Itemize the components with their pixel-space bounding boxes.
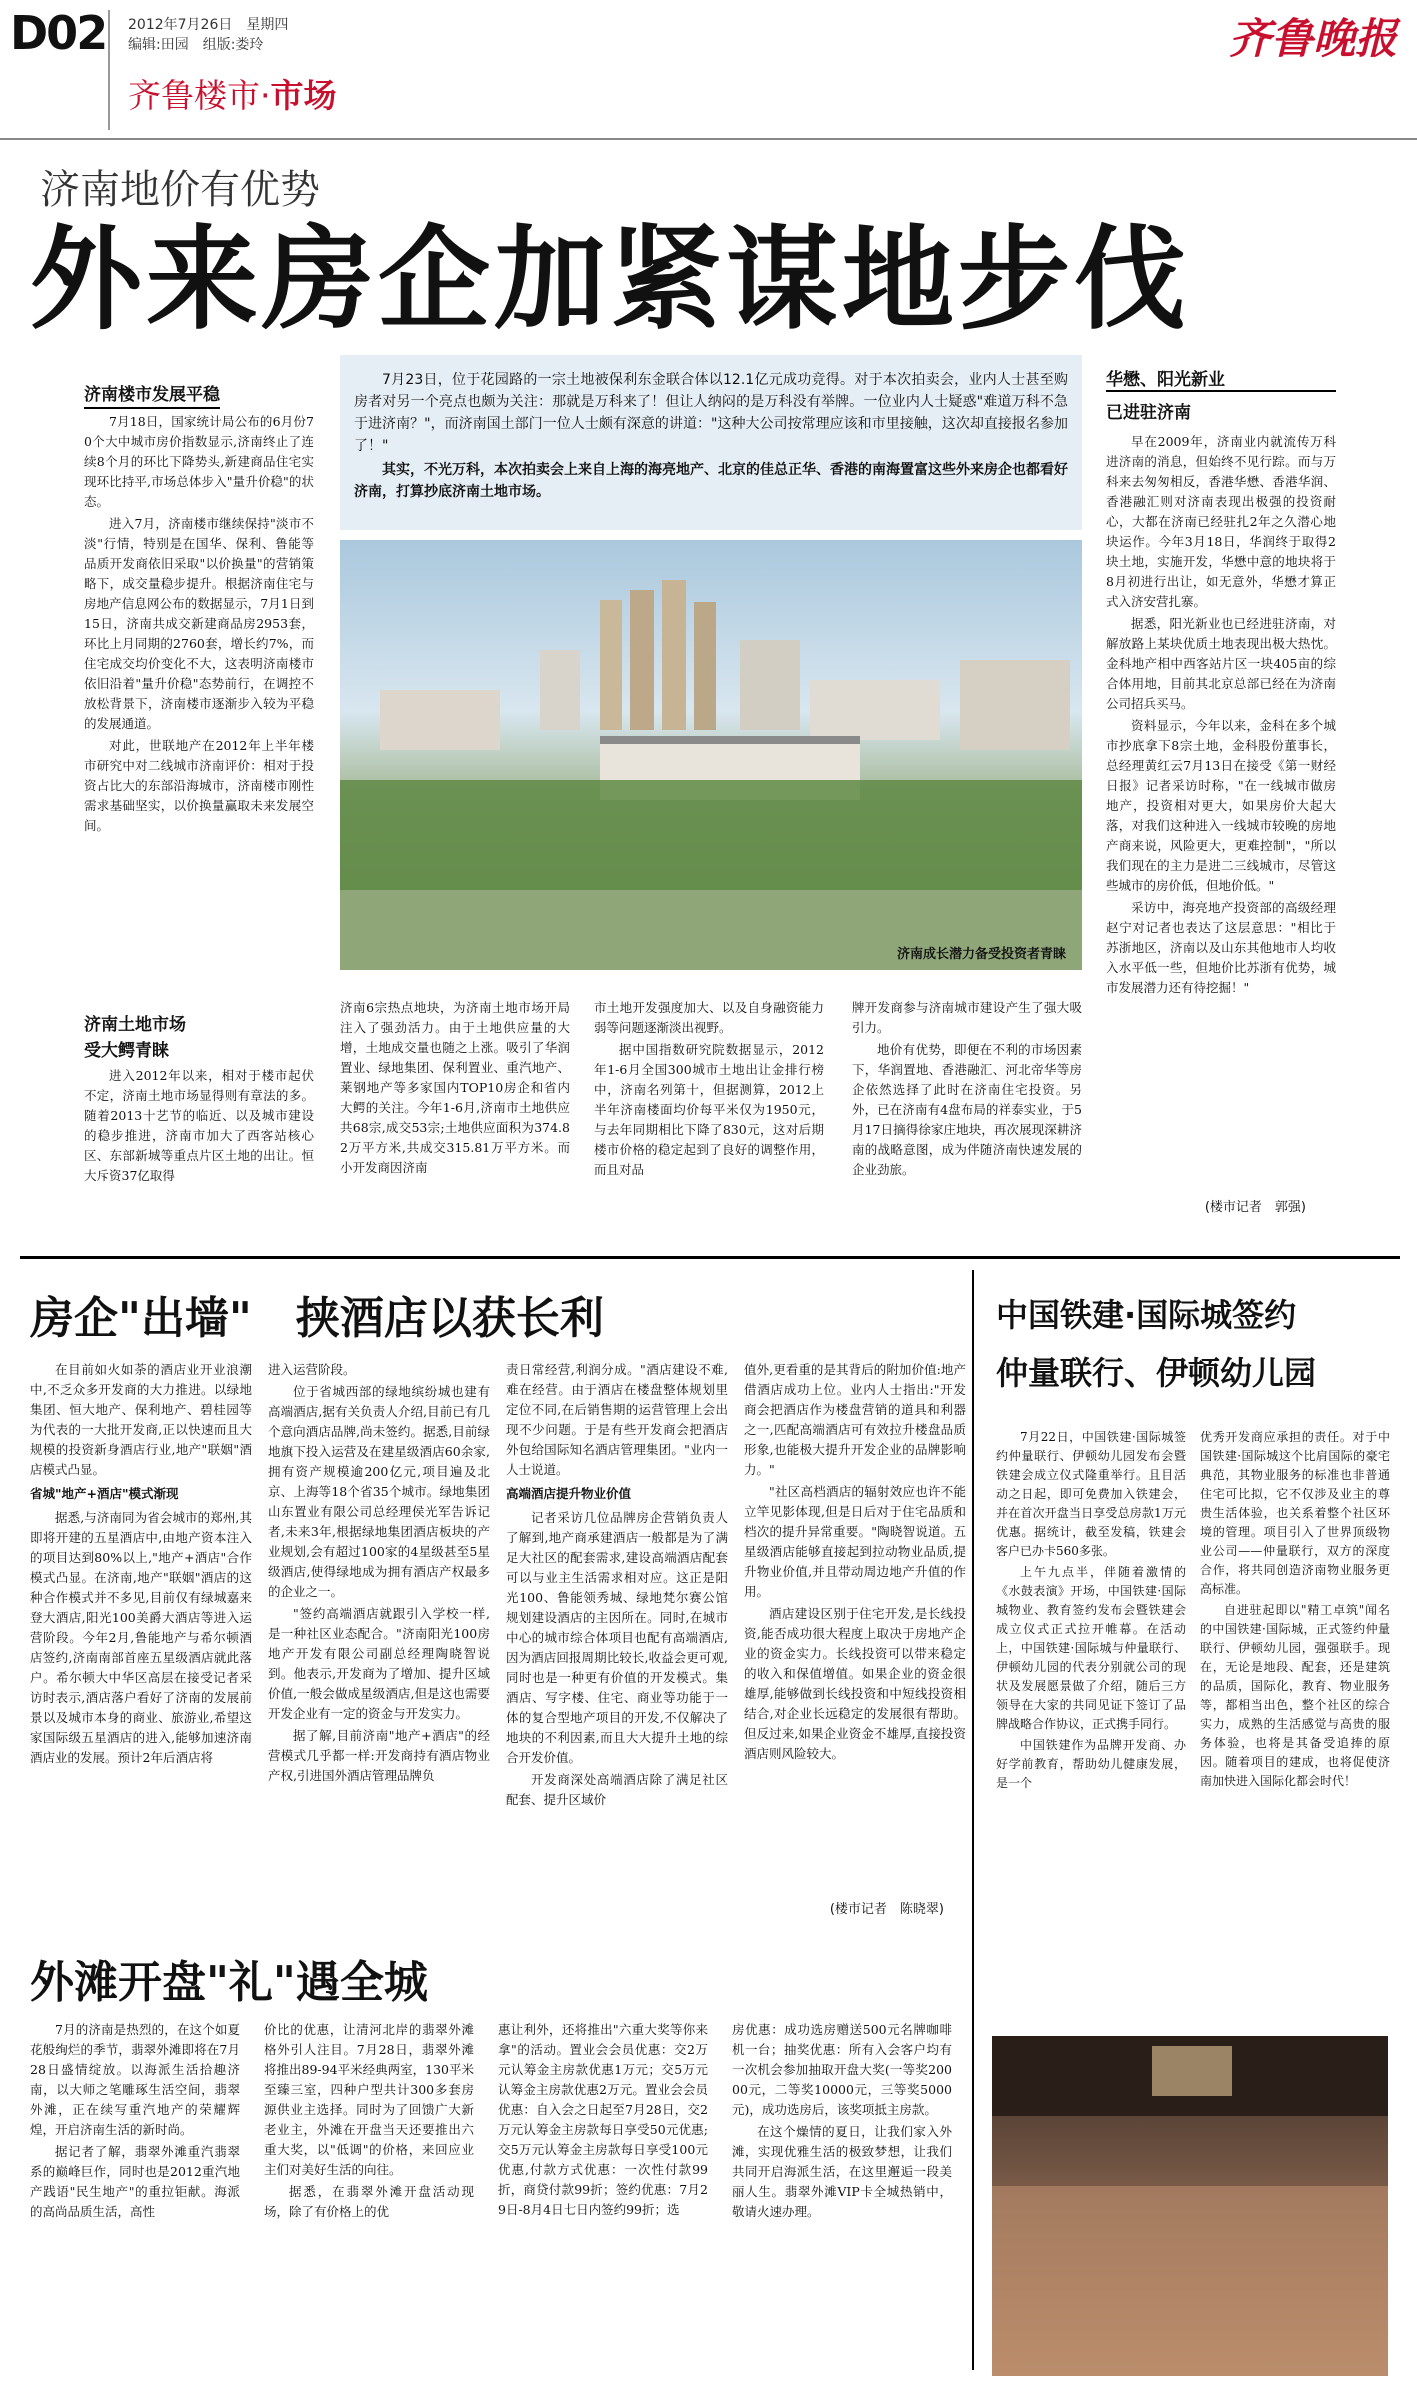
section-title-a: 齐鲁楼市 bbox=[128, 76, 260, 115]
paragraph: "社区高档酒店的辐射效应也许不能立竿见影体现,但是日后对于住宅品质和档次的提升异常重要。"陶晓智说道。五星级酒店能够直接起到拉动物业品质,提升物业价值,并且带动周边地产升值的作用。 bbox=[744, 1484, 966, 1599]
paragraph: 据悉,与济南同为省会城市的郑州,其即将开建的五星酒店中,由地产资本注入的项目达到80%以上,"地产+酒店"合作模式凸显。在济南,地产"联姻"酒店的这种合作模式并不多见,目前仅有绿城嘉来登大酒店,阳光100美爵大酒店等进入运营阶段。今年2月,鲁能地产与希尔顿酒店签约,济南南部首座五星级酒店就此落户。希尔顿大中华区高层在接受记者采访时表示,酒店落户看好了济南的发展前景以及城市本身的商业、旅游业,希望这家国际级五星酒店的进入,能够加速济南酒店业的发展。预计2年后酒店将 bbox=[30, 1510, 252, 1765]
paragraph: 采访中，海亮地产投资部的高级经理赵宁对记者也表达了这层意思："相比于苏浙地区，济南以及山东其他地市人均收入水平低一些，但地价比苏浙有优势，城市发展潜力还有待挖掘！" bbox=[1106, 900, 1336, 995]
lead-intro-box bbox=[340, 355, 1082, 530]
building bbox=[600, 600, 622, 730]
building bbox=[740, 640, 800, 730]
photo-caption: 济南成长潜力备受投资者青睐 bbox=[896, 947, 1066, 962]
paragraph: 酒店建设区别于住宅开发,是长线投资,能否成功很大程度上取决于房地产企业的资金实力。长线投资可以带来稳定的收入和保值增值。如果企业的资金很雄厚,能够做到长线投资和中短线投资相结合,对企业长远稳定的发展很有帮助。但反过来,如果企业资金不雄厚,直接投资酒店则风险较大。 bbox=[744, 1606, 966, 1761]
paragraph: 在目前如火如荼的酒店业开业浪潮中,不乏众多开发商的大力推进。以绿地集团、恒大地产、保利地产、碧桂园等为代表的一大批开发商,正以快速而且大规模的投资新身酒店行业,地产"联姻"酒店模式凸显。 bbox=[30, 1362, 252, 1477]
hotel-byline: (楼市记者 陈晓翠) bbox=[829, 1902, 944, 1917]
section-dot: · bbox=[260, 76, 271, 115]
paragraph: 对此，世联地产在2012年上半年楼市研究中对二线城市济南评价：相对于投资占比大的东部沿海城市，济南楼市刚性需求基础坚实，以价换量赢取未来发展空间。 bbox=[84, 738, 314, 833]
building bbox=[960, 660, 1070, 750]
header-rule bbox=[0, 138, 1417, 140]
subheading: 省城"地产+酒店"模式渐现 bbox=[30, 1486, 179, 1501]
paragraph: 据中国指数研究院数据显示，2012年1-6月全国300城市土地出让金排行榜中，济南名列第十，但据测算，2012上半年济南楼面均价每平米仅为1950元，与去年同期相比下降了830元，这对后期楼市价格的稳定起到了良好的调整作用，而且对品 bbox=[594, 1042, 824, 1177]
sidebar-subheading-land: 受大鳄青睐 bbox=[84, 1041, 169, 1061]
paragraph: 据了解,目前济南"地产+酒店"的经营模式几乎都一样:开发商持有酒店物业产权,引进国外酒店管理品牌负 bbox=[268, 1728, 490, 1783]
building bbox=[694, 602, 716, 730]
masthead-divider bbox=[108, 10, 110, 130]
bund-column-1 bbox=[30, 2020, 240, 2370]
column-divider bbox=[972, 1270, 974, 2370]
page-number: D02 bbox=[10, 6, 107, 60]
building bbox=[380, 690, 500, 750]
paragraph: 价比的优惠，让清河北岸的翡翠外滩格外引人注目。7月28日，翡翠外滩将推出89-94平米经典两室，130平米至臻三室，四种户型共计300多套房源供业主选择。同时为了回馈广大新老业主，外滩在开盘当天还要推出六重大奖，以"低调"的价格，来回应业主们对美好生活的向往。 bbox=[264, 2022, 474, 2177]
trees bbox=[340, 780, 1082, 890]
paragraph: 7月18日，国家统计局公布的6月份70个大中城市房价指数显示,济南终止了连续8个月的环比下降势头,新建商品住宅实现环比持平,市场总体步入"量升价稳"的状态。 bbox=[84, 414, 314, 509]
section-title-b: 市场 bbox=[270, 76, 337, 115]
building bbox=[810, 680, 940, 740]
lead-photo bbox=[340, 540, 1082, 970]
sidebar-heading-entrants: 华懋、阳光新业 bbox=[1106, 370, 1225, 390]
paragraph: 自进驻起即以"精工卓筑"闻名的中国铁建·国际城，正式签约仲量联行、伊顿幼儿园，强强联手。现在，无论是地段、配套，还是建筑的品质，国际化，教育、物业服务等，都相当出色，整个社区的综合实力，成熟的生活感觉与高贵的服务体验，也将是其备受追捧的原因。随着项目的建成，也将促使济南加快进入国际化都会时代！ bbox=[1200, 1603, 1390, 1788]
sidebar-market-body bbox=[84, 412, 314, 1002]
paragraph: 责日常经营,利润分成。"酒店建设不难,难在经营。由于酒店在楼盘整体规划里定位不同,在后销售期的运营管理上会出现不少问题。于是有些开发商会把酒店外包给国际知名酒店管理集团。"业内一人士说道。 bbox=[506, 1362, 728, 1477]
paragraph: 地价有优势，即便在不利的市场因素下，华润置地、香港融汇、河北帝华等房企依然选择了此时在济南住宅投资。另外，已在济南有4盘布局的祥泰实业，于5月17日摘得徐家庄地块，再次展现深耕济南的战略意图，成为伴随济南快速发展的企业劲旅。 bbox=[852, 1042, 1082, 1177]
audience-illustration bbox=[992, 2036, 1388, 2376]
paragraph: 据悉，在翡翠外滩开盘活动现场，除了有价格上的优 bbox=[264, 2184, 474, 2219]
paragraph: 资料显示，今年以来，金科在多个城市抄底拿下8宗土地，金科股份董事长，总经理黄红云7月13日在接受《第一财经日报》记者采访时称，"在一线城市做房地产，投资相对更大，如果房价大起大落，对我们这种进入一线城市较晚的房地产商来说，风险更大，更难控制"，"所以我们现在的主力是进二三线城市，尽管这些城市的房价低，但地价低。" bbox=[1106, 718, 1336, 893]
sidebar-heading-market: 济南楼市发展平稳 bbox=[84, 380, 220, 409]
subheading: 高端酒店提升物业价值 bbox=[506, 1486, 632, 1501]
paragraph: 市土地开发强度加大、以及自身融资能力弱等问题逐渐淡出视野。 bbox=[594, 1000, 824, 1035]
paragraph: 早在2009年，济南业内就流传万科进济南的消息，但始终不见行踪。而与万科来去匆匆相反，香港华懋、香港华润、香港融汇则对济南表现出极强的投资耐心，大都在济南已经驻扎2年之久潜心地块运作。今年3月18日，华润终于取得2块土地，实施开发，华懋中意的地块将于8月初进行出让，如无意外，华懋才算正式入济安营扎寨。 bbox=[1106, 434, 1336, 609]
paragraph: 据悉，阳光新业也已经进驻济南，对解放路上某块优质土地表现出极大热忱。金科地产相中西客站片区一块405亩的综合体用地，目前其北京总部已经在为济南公司招兵买马。 bbox=[1106, 616, 1336, 711]
bund-column-2 bbox=[264, 2020, 474, 2370]
paragraph: 惠让利外，还将推出"六重大奖等你来拿"的活动。置业会会员优惠：交2万元认筹金主房款优惠1万元；交5万元认筹金主房款优惠2万元。置业会会员优惠：自入会之日起至7月28日，交2万元认筹金主房款每日享受50元优惠;交5万元认筹金主房款每日享受100元优惠,付款方式优惠：一次性付款99折，商贷付款99折；签约优惠：7月29日-8月4日七日内签约99折；选 bbox=[498, 2022, 708, 2217]
building bbox=[540, 650, 580, 730]
lead-byline: (楼市记者 郭强) bbox=[1204, 1200, 1306, 1215]
stage-light bbox=[1152, 2046, 1232, 2096]
issue-date: 2012年7月26日 星期四 bbox=[128, 17, 289, 33]
crcc-column-2 bbox=[1200, 1428, 1390, 2018]
paragraph: 位于省城西部的绿地缤纷城也建有高端酒店,据有关负责人介绍,目前已有几个意向酒店品牌,尚未签约。据悉,目前绿地旗下投入运营及在建星级酒店60余家,拥有资产规模逾200亿元,项目遍及北京、上海等18个省35个城市。绿地集团山东置业有限公司总经理侯光军告诉记者,未来3年,根据绿地集团酒店板块的产业规划,会有超过100家的4星级甚至5星级酒店,使得绿地成为拥有酒店产权最多的企业之一。 bbox=[268, 1384, 490, 1599]
bund-column-4 bbox=[732, 2020, 952, 2370]
hotel-column-2 bbox=[268, 1360, 490, 1920]
paragraph: 7月的济南是热烈的，在这个如夏花般绚烂的季节，翡翠外滩即将在7月28日盛情绽放。以海派生活拾趣济南，以大师之笔雕琢生活空间，翡翠外滩，正在续写重汽地产的荣耀辉煌，开启济南生活的新时尚。 bbox=[30, 2022, 240, 2137]
paragraph: 进入7月，济南楼市继续保持"淡市不淡"行情，特别是在国华、保利、鲁能等品质开发商依旧采取"以价换量"的营销策略下，成交量稳步提升。根据济南住宅与房地产信息网公布的数据显示，7月1日到15日，济南共成交新建商品房2953套，环比上月同期的2760套，增长约7%，而住宅成交均价变化不大，这表明济南楼市依旧沿着"量升价稳"态势前行，在调控不放松背景下，济南楼市逐渐步入较为平稳的发展通道。 bbox=[84, 516, 314, 731]
paragraph: 中国铁建作为品牌开发商、办好学前教育，帮助幼儿健康发展，是一个 bbox=[996, 1738, 1186, 1790]
section-divider bbox=[20, 1256, 1400, 1259]
paragraph: 进入运营阶段。 bbox=[268, 1362, 356, 1377]
bund-headline: 外滩开盘"礼"遇全城 bbox=[30, 1957, 428, 2008]
event-photo bbox=[992, 2036, 1388, 2376]
crcc-column-1 bbox=[996, 1428, 1186, 2018]
paragraph: 牌开发商参与济南城市建设产生了强大吸引力。 bbox=[852, 1000, 1082, 1035]
hotel-column-1 bbox=[30, 1360, 252, 1920]
paragraph: 值外,更看重的是其背后的附加价值:地产借酒店成功上位。业内人士指出:"开发商会把酒店作为楼盘营销的道具和利器之一,匹配高端酒店可有效拉升楼盘品质形象,也能极大提升开发企业的品牌影响力。" bbox=[744, 1362, 966, 1477]
hotel-column-4 bbox=[744, 1360, 966, 1900]
newspaper-logo: 齐鲁晚报 bbox=[1228, 14, 1397, 63]
paragraph: 在这个燥情的夏日，让我们家入外滩，实现优雅生活的极致梦想，让我们共同开启海派生活，在这里邂逅一段美丽人生。翡翠外滩VIP卡全城热销中，敬请火速办理。 bbox=[732, 2124, 952, 2219]
section-title bbox=[128, 70, 337, 117]
lead-column-c bbox=[594, 998, 824, 1218]
crcc-headline-2: 仲量联行、伊顿幼儿园 bbox=[996, 1354, 1317, 1392]
paragraph: 房优惠：成功选房赠送500元名牌咖啡机一台；抽奖优惠：所有入会客户均有一次机会参加抽取开盘大奖(一等奖20000元，二等奖10000元，三等奖5000元)，成功选房后，该奖项抵主房款。 bbox=[732, 2022, 952, 2117]
bund-column-3 bbox=[498, 2020, 708, 2370]
sidebar-subheading-entrants: 已进驻济南 bbox=[1106, 403, 1191, 423]
hotel-headline: 房企"出墙" 挟酒店以获长利 bbox=[30, 1293, 604, 1344]
lead-column-b bbox=[340, 998, 570, 1218]
lead-column-d bbox=[852, 998, 1082, 1218]
editor-credit: 编辑:田园 组版:娄玲 bbox=[128, 37, 264, 53]
crowd bbox=[992, 2186, 1388, 2376]
paragraph: 进入2012年以来，相对于楼市起伏不定，济南土地市场显得则有章法的多。随着2013十艺节的临近、以及城市建设的稳步推进，济南市加大了西客站核心区、东部新城等重点片区土地的出让。恒大斥资37亿取得 bbox=[84, 1068, 314, 1183]
sidebar-rule bbox=[1106, 390, 1336, 392]
paragraph: 上午九点半，伴随着激情的《水鼓表演》开场，中国铁建·国际城物业、教育签约发布会暨铁建会成立仪式正式拉开帷幕。在活动上，中国铁建·国际城与仲量联行、伊顿幼儿园的代表分别就公司的现状及发展愿景做了介绍，随后三方领导在大家的共同见证下签订了品牌战略合作协议，正式携手同行。 bbox=[996, 1565, 1186, 1731]
paragraph: 7月22日，中国铁建·国际城签约仲量联行、伊顿幼儿园发布会暨铁建会成立仪式隆重举行。且目活动之日起，即可免费加入铁建会，并在首次开盘当日享受总房款1万元优惠。据统计，截至发稿，铁建会客户已办卡560多张。 bbox=[996, 1430, 1186, 1558]
lead-kicker: 济南地价有优势 bbox=[40, 167, 320, 213]
paragraph: "签约高端酒店就跟引入学校一样,是一种社区业态配合。"济南阳光100房地产开发有限公司副总经理陶晓智说到。他表示,开发商为了增加、提升区域价值,一般会做成星级酒店,但是这也需要开发企业有一定的资金与开发实力。 bbox=[268, 1606, 490, 1721]
paragraph: 记者采访几位品牌房企营销负责人了解到,地产商承建酒店一般都是为了满足大社区的配套需求,建设高端酒店配套可以与业主生活需求相对应。这正是阳光100、鲁能领秀城、绿地梵尔赛公馆规划建设酒店的主因所在。同时,在城市中心的城市综合体项目也配有高端酒店,因为酒店回报周期比较长,收益会更可观,同时也是一种更有价值的开发模式。集酒店、写字楼、住宅、商业等功能于一体的复合型地产项目的开发,不仅解决了地块的不利因素,而且大大提升土地的综合开发价值。 bbox=[506, 1510, 728, 1765]
sidebar-heading-land: 济南土地市场 bbox=[84, 1015, 186, 1035]
paragraph: 7月23日，位于花园路的一宗土地被保利东金联合体以12.1亿元成功竞得。对于本次拍卖会，业内人士甚至购房者对另一个亮点也颇为关注：那就是万科来了！但让人纳闷的是万科没有举牌。一位业内人士疑惑"难道万科不急于进济南？"，而济南国土部门一位人士颇有深意的讲道："这种大公司按常理应该和市里接触，这次却直接报名参加了！" bbox=[354, 372, 1068, 454]
paragraph: 据记者了解，翡翠外滩重汽翡翠系的巅峰巨作，同时也是2012重汽地产践语"民生地产"的重拉钜献。海派的高尚品质生活，高性 bbox=[30, 2144, 240, 2219]
roof bbox=[600, 736, 860, 744]
lead-intro-text bbox=[354, 369, 1068, 519]
hotel-column-3 bbox=[506, 1360, 728, 1920]
crcc-headline-1: 中国铁建·国际城签约 bbox=[996, 1296, 1297, 1334]
paragraph: 济南6宗热点地块，为济南土地市场开局注入了强劲活力。由于土地供应量的大增，土地成交量也随之上涨。吸引了华润置业、绿地集团、保利置业、重汽地产、莱钢地产等多家国内TOP10房企和省内大鳄的关注。今年1-6月,济南市土地供应共68宗,成交53宗;土地供应面积为374.82万平方米,共成交315.81万平方米。而小开发商因济南 bbox=[340, 1000, 570, 1175]
building bbox=[662, 580, 686, 730]
paragraph: 其实，不光万科，本次拍卖会上来自上海的海亮地产、北京的佳总正华、香港的南海置富这些外来房企也都看好济南，打算抄底济南土地市场。 bbox=[354, 462, 1068, 500]
paragraph: 开发商深处高端酒店除了满足社区配套、提升区域价 bbox=[506, 1772, 728, 1807]
paragraph: 优秀开发商应承担的责任。对于中国铁建·国际城这个比肩国际的豪宅典范，其物业服务的标准也非普通住宅可比拟，它不仅涉及业主的尊贵生活体验，也关系着整个社区环境的管理。项目引入了世界顶级物业公司——仲量联行，双方的深度合作，将共同创造济南物业服务更高标准。 bbox=[1200, 1430, 1390, 1596]
sidebar-land-body bbox=[84, 1066, 314, 1216]
building bbox=[630, 590, 654, 730]
sidebar-entrants-body bbox=[1106, 432, 1336, 1202]
lead-headline: 外来房企加紧谋地步伐 bbox=[30, 215, 1190, 345]
cityscape-illustration bbox=[340, 540, 1082, 970]
